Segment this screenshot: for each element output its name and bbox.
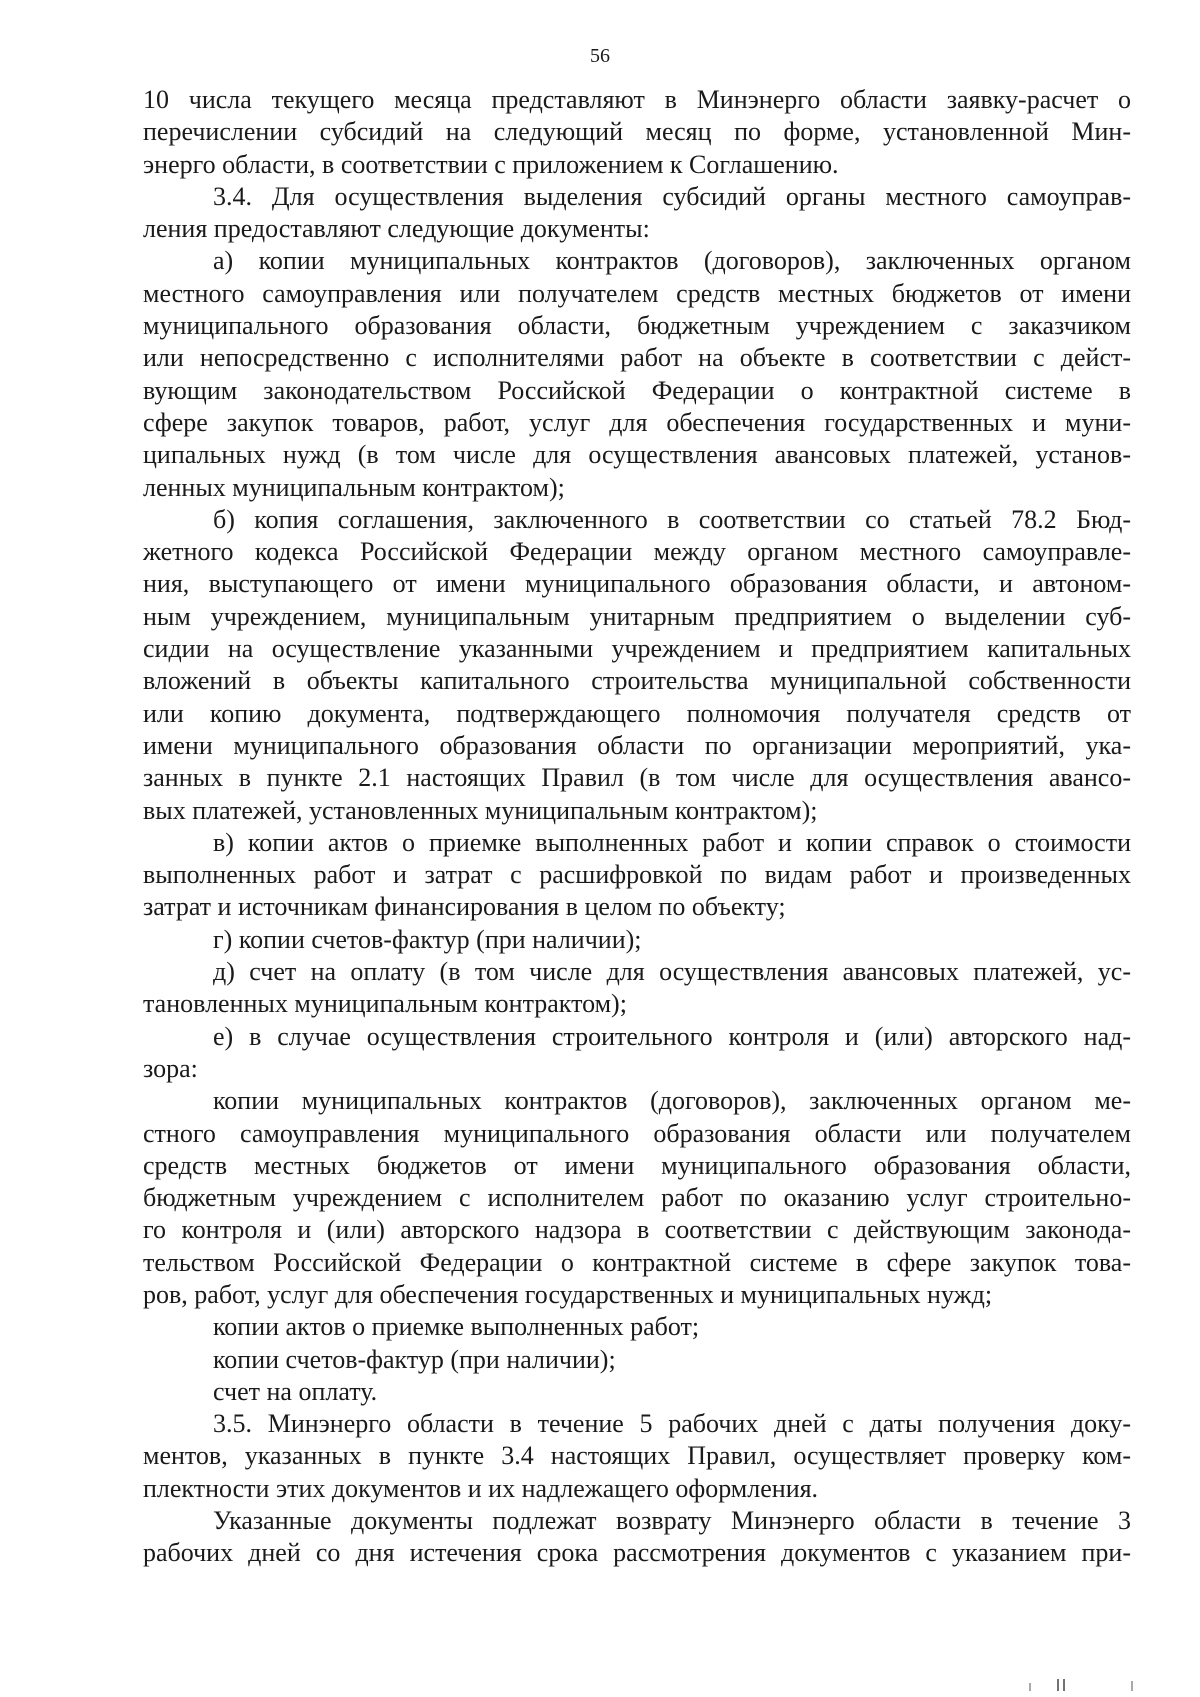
text-line: вложений в объекты капитального строительства муниципальной собственности <box>143 666 1131 696</box>
text-line: затрат и источникам финансирования в целом по объекту; <box>143 892 786 922</box>
text-line: ципальных нужд (в том числе для осуществления авансовых платежей, установ- <box>143 440 1131 470</box>
text-line: счет на оплату. <box>213 1376 378 1406</box>
text-line: ментов, указанных в пункте 3.4 настоящих Правил, осуществляет проверку ком- <box>143 1441 1131 1471</box>
text-line: а) копии муниципальных контрактов (договоров), заключенных органом <box>213 246 1131 276</box>
text-line: ления предоставляют следующие документы: <box>143 214 650 244</box>
text-line: плектности этих документов и их надлежащего оформления. <box>143 1473 819 1503</box>
text-line: стного самоуправления муниципального образования области или получателем <box>143 1118 1131 1148</box>
text-line: тельством Российской Федерации о контрактной системе в сфере закупок това- <box>143 1247 1131 1277</box>
document-body <box>143 84 1131 1570</box>
text-line: рабочих дней со дня истечения срока рассмотрения документов с указанием при- <box>143 1538 1131 1568</box>
text-line: б) копия соглашения, заключенного в соответствии со статьей 78.2 Бюд- <box>213 504 1131 534</box>
text-line: Указанные документы подлежат возврату Минэнерго области в течение 3 <box>213 1506 1131 1536</box>
text-line: в) копии актов о приемке выполненных работ и копии справок о стоимости <box>213 827 1131 857</box>
text-line: ров, работ, услуг для обеспечения государственных и муниципальных нужд; <box>143 1279 993 1309</box>
text-line: е) в случае осуществления строительного контроля и (или) авторского над- <box>213 1021 1131 1051</box>
text-line: 3.4. Для осуществления выделения субсидий органы местного самоуправ- <box>213 181 1131 211</box>
text-line: средств местных бюджетов от имени муниципального образования области, <box>143 1150 1131 1180</box>
text-line: ным учреждением, муниципальным унитарным предприятием о выделении суб- <box>143 601 1131 631</box>
scan-artifact-mark <box>1020 1677 1140 1691</box>
text-line: энерго области, в соответствии с приложением к Соглашению. <box>143 149 839 179</box>
text-line: жетного кодекса Российской Федерации между органом местного самоуправле- <box>143 537 1131 567</box>
text-line: выполненных работ и затрат с расшифровкой по видам работ и произведенных <box>143 860 1131 890</box>
text-line: местного самоуправления или получателем средств местных бюджетов от имени <box>143 278 1131 308</box>
text-line: копии актов о приемке выполненных работ; <box>213 1312 700 1342</box>
text-line: д) счет на оплату (в том числе для осуществления авансовых платежей, ус- <box>213 957 1131 987</box>
page-number: 56 <box>590 45 610 67</box>
text-line: зора: <box>143 1053 198 1083</box>
text-line: перечислении субсидий на следующий месяц по форме, установленной Мин- <box>143 117 1131 147</box>
text-line: сидии на осуществление указанными учреждением и предприятием капитальных <box>143 634 1131 664</box>
text-line: тановленных муниципальным контрактом); <box>143 989 627 1019</box>
text-line: занных в пункте 2.1 настоящих Правил (в том числе для осуществления авансо- <box>143 763 1131 793</box>
text-line: муниципального образования области, бюджетным учреждением с заказчиком <box>143 311 1131 341</box>
text-line: имени муниципального образования области по организации мероприятий, ука- <box>143 730 1131 760</box>
text-line: или копию документа, подтверждающего полномочия получателя средств от <box>143 698 1131 728</box>
text-line: 10 числа текущего месяца представляют в Минэнерго области заявку-расчет о <box>143 85 1131 114</box>
text-line: бюджетным учреждением с исполнителем работ по оказанию услуг строительно- <box>143 1183 1131 1213</box>
text-line: копии счетов-фактур (при наличии); <box>213 1344 616 1374</box>
text-line: или непосредственно с исполнителями работ на объекте в соответствии с дейст- <box>143 343 1131 373</box>
text-line: вых платежей, установленных муниципальным контрактом); <box>143 795 818 825</box>
text-line: вующим законодательством Российской Федерации о контрактной системе в <box>143 375 1131 405</box>
text-line: копии муниципальных контрактов (договоров), заключенных органом ме- <box>213 1086 1131 1116</box>
text-line: г) копии счетов-фактур (при наличии); <box>213 924 642 954</box>
text-line: ленных муниципальным контрактом); <box>143 472 565 502</box>
text-line: ния, выступающего от имени муниципального образования области, и автоном- <box>143 569 1131 599</box>
text-line: 3.5. Минэнерго области в течение 5 рабочих дней с даты получения доку- <box>213 1409 1131 1439</box>
text-line: го контроля и (или) авторского надзора в соответствии с действующим законода- <box>143 1215 1131 1245</box>
text-line: сфере закупок товаров, работ, услуг для обеспечения государственных и муни- <box>143 407 1131 437</box>
